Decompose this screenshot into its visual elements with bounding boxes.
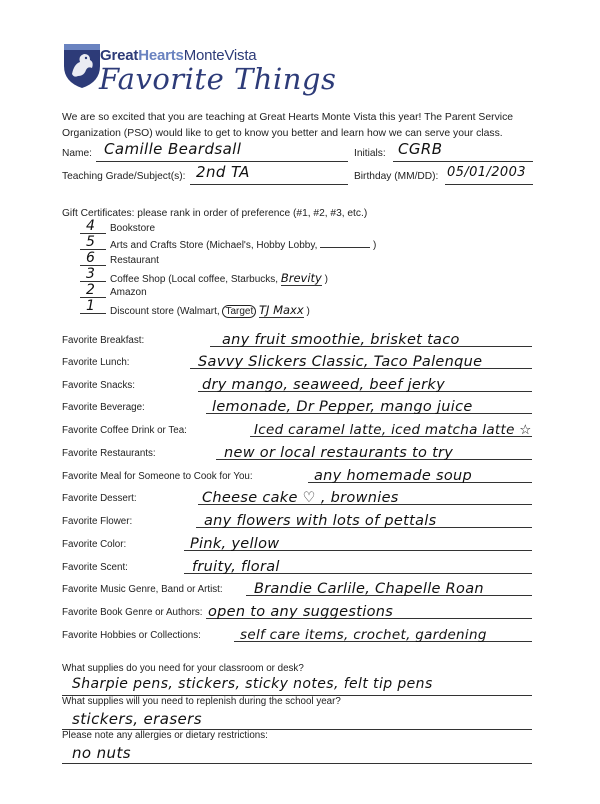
- favorite-value: fruity, floral: [192, 559, 280, 575]
- gift-suffix: ): [306, 306, 310, 317]
- gift-item-amazon[interactable]: [80, 282, 480, 302]
- birthday-value[interactable]: 05/01/2003: [447, 165, 526, 180]
- name-value[interactable]: Camille Beardsall: [104, 140, 242, 158]
- gift-item-bookstore[interactable]: [80, 218, 480, 238]
- favorite-label: Favorite Beverage:: [62, 402, 145, 413]
- initials-value[interactable]: CGRB: [398, 140, 443, 158]
- favorite-meal-row[interactable]: [62, 464, 532, 486]
- gift-item-arts-crafts[interactable]: [80, 234, 480, 254]
- gift-label: Coffee Shop (Local coffee, Starbucks,: [110, 274, 279, 285]
- favorite-value: open to any suggestions: [208, 604, 394, 620]
- favorite-beverage-row[interactable]: [62, 395, 532, 417]
- gift-item-restaurant[interactable]: [80, 250, 480, 270]
- name-underline: [96, 161, 348, 162]
- favorite-label: Favorite Hobbies or Collections:: [62, 630, 201, 641]
- intro-paragraph: We are so excited that you are teaching at Great Hearts Monte Vista this year! The Parent Service Organization (PSO) would like to get to know you better and learn how we can serve your class.: [62, 112, 514, 139]
- gift-label-wrap: [110, 271, 328, 285]
- answer-underline: [62, 763, 532, 764]
- other-store-blank: [320, 239, 370, 248]
- favorite-value: self care items, crochet, gardening: [240, 627, 487, 643]
- rank-value: 4: [86, 218, 95, 234]
- favorite-scent-row[interactable]: [62, 555, 532, 577]
- favorite-books-row[interactable]: [62, 600, 532, 622]
- classroom-supplies-question: What supplies do you need for your classroom or desk?: [62, 663, 304, 674]
- form-title: Favorite Things: [99, 62, 337, 96]
- grade-value[interactable]: 2nd TA: [196, 163, 250, 181]
- gift-written-choice: Brevity: [280, 271, 322, 285]
- favorite-label: Favorite Scent:: [62, 562, 128, 573]
- initials-label: Initials:: [354, 148, 386, 159]
- favorite-restaurants-row[interactable]: [62, 441, 532, 463]
- favorite-lunch-row[interactable]: [62, 350, 532, 372]
- favorite-flower-row[interactable]: [62, 509, 532, 531]
- gift-item-discount-store[interactable]: [80, 298, 480, 318]
- favorite-label: Favorite Dessert:: [62, 493, 137, 504]
- name-label: Name:: [62, 148, 93, 159]
- favorite-label: Favorite Color:: [62, 539, 127, 550]
- favorite-value: new or local restaurants to try: [224, 445, 454, 461]
- favorite-value: Iced caramel latte, iced matcha latte ☆: [254, 422, 532, 438]
- gift-label: Bookstore: [110, 223, 156, 234]
- gift-label-wrap: [110, 239, 376, 251]
- favorite-label: Favorite Book Genre or Authors:: [62, 607, 203, 618]
- grade-underline: [190, 184, 348, 185]
- favorite-label: Favorite Breakfast:: [62, 335, 145, 346]
- gift-written-choice: TJ Maxx: [259, 303, 304, 317]
- rank-value: 1: [86, 298, 95, 314]
- favorite-label: Favorite Lunch:: [62, 357, 130, 368]
- favorite-snacks-row[interactable]: [62, 373, 532, 395]
- classroom-supplies-answer[interactable]: Sharpie pens, stickers, sticky notes, felt tip pens: [72, 676, 433, 692]
- gift-suffix: ): [372, 240, 377, 251]
- favorite-value: dry mango, seaweed, beef jerky: [202, 377, 445, 393]
- favorite-value: any fruit smoothie, brisket taco: [222, 332, 460, 348]
- gift-certificates-heading: Gift Certificates: please rank in order of preference (#1, #2, #3, etc.): [62, 208, 368, 219]
- gift-label: Amazon: [110, 287, 147, 298]
- gift-label: Restaurant: [110, 255, 159, 266]
- favorite-label: Favorite Meal for Someone to Cook for You:: [62, 471, 253, 482]
- gift-label: Arts and Crafts Store (Michael's, Hobby Lobby,: [110, 240, 318, 251]
- favorite-color-row[interactable]: [62, 532, 532, 554]
- favorite-value: Pink, yellow: [190, 536, 280, 552]
- favorite-coffee-row[interactable]: [62, 418, 532, 440]
- allergies-question: Please note any allergies or dietary restrictions:: [62, 730, 268, 741]
- favorite-value: any homemade soup: [314, 468, 473, 484]
- rank-value: 3: [86, 266, 95, 282]
- replenish-supplies-answer[interactable]: stickers, erasers: [72, 710, 202, 728]
- replenish-supplies-question: What supplies will you need to replenish during the school year?: [62, 696, 341, 707]
- favorite-breakfast-row[interactable]: [62, 328, 532, 350]
- birthday-underline: [445, 184, 533, 185]
- lion-shield-logo-icon: [62, 40, 102, 90]
- favorite-hobbies-row[interactable]: [62, 623, 532, 645]
- favorite-value: Savvy Slickers Classic, Taco Palenque: [198, 354, 483, 370]
- favorite-label: Favorite Restaurants:: [62, 448, 156, 459]
- rank-value: 2: [86, 282, 95, 298]
- favorite-label: Favorite Music Genre, Band or Artist:: [62, 584, 223, 595]
- birthday-label: Birthday (MM/DD):: [354, 171, 439, 182]
- favorite-label: Favorite Coffee Drink or Tea:: [62, 425, 187, 436]
- favorite-dessert-row[interactable]: [62, 486, 532, 508]
- initials-underline: [393, 161, 533, 162]
- favorite-value: Brandie Carlile, Chapelle Roan: [254, 581, 484, 597]
- gift-suffix: ): [324, 274, 328, 285]
- rank-value: 5: [86, 234, 95, 250]
- favorite-value: any flowers with lots of pettals: [204, 513, 437, 529]
- favorite-label: Favorite Flower:: [62, 516, 133, 527]
- allergies-answer[interactable]: no nuts: [72, 744, 131, 762]
- favorite-value: lemonade, Dr Pepper, mango juice: [212, 399, 473, 415]
- gift-label: Discount store (Walmart,: [110, 306, 220, 317]
- brand-hearts: Hearts: [138, 47, 184, 64]
- gift-label-wrap: [110, 303, 310, 317]
- favorite-label: Favorite Snacks:: [62, 380, 135, 391]
- brand-great: Great: [100, 47, 139, 64]
- gift-item-coffee-shop[interactable]: [80, 266, 480, 286]
- rank-value: 6: [86, 250, 95, 266]
- favorite-music-row[interactable]: [62, 577, 532, 599]
- brand-campus: MonteVista: [183, 47, 257, 64]
- circled-choice: Target: [222, 305, 256, 318]
- grade-label: Teaching Grade/Subject(s):: [62, 171, 186, 182]
- favorite-value: Cheese cake ♡ , brownies: [202, 490, 399, 506]
